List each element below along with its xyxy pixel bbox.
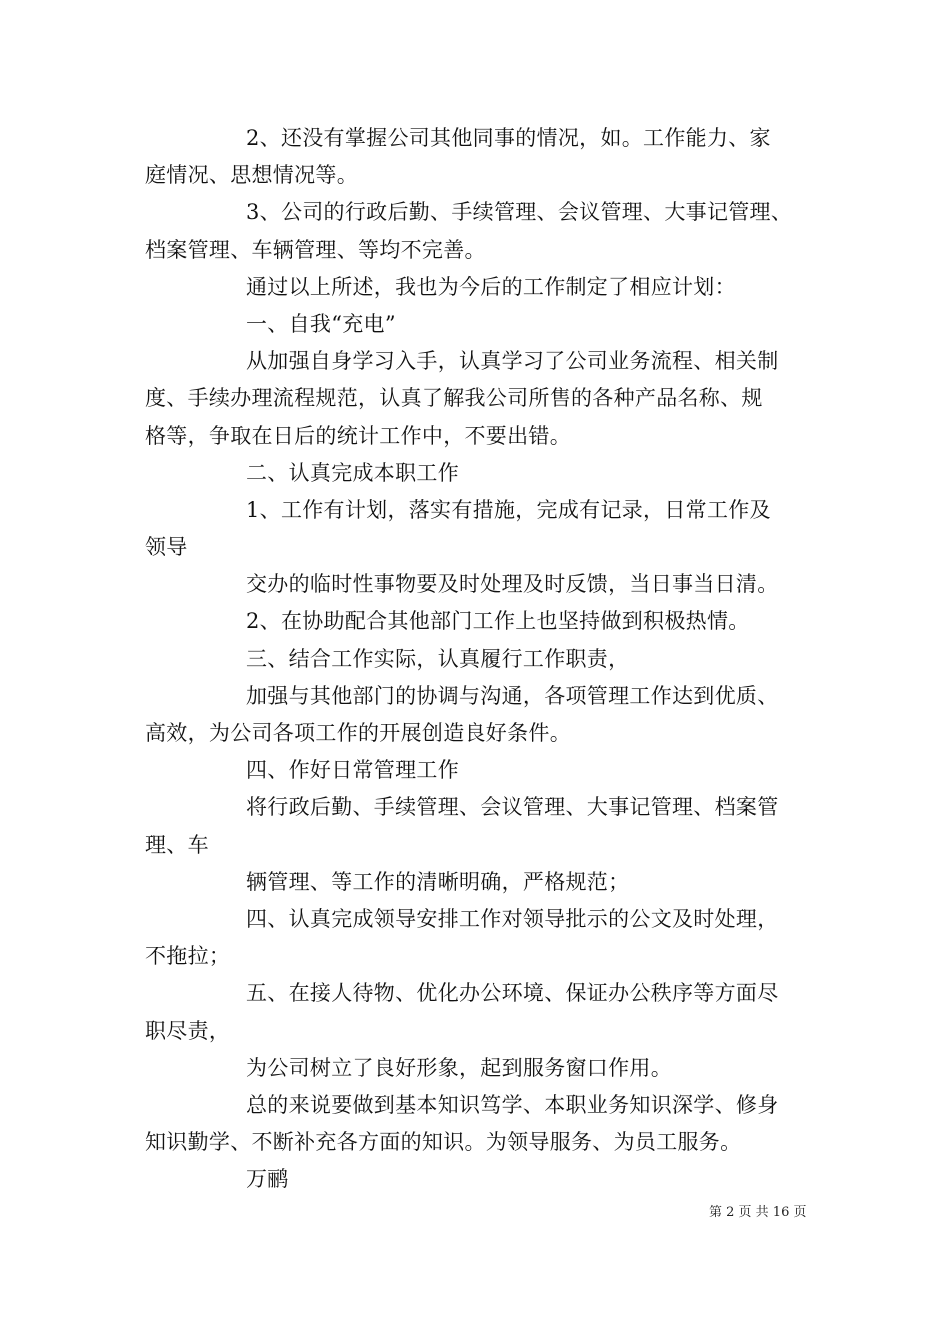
text-line: 总的来说要做到基本知识笃学、本职业务知识深学、修身	[246, 1092, 779, 1117]
page-number-footer: 第 2 页 共 16 页	[709, 1205, 807, 1220]
text-line: 1、工作有计划，落实有措施，完成有记录，日常工作及	[246, 497, 771, 522]
text-line: 不拖拉；	[145, 944, 231, 969]
text-line: 四、认真完成领导安排工作对领导批示的公文及时处理，	[246, 906, 779, 931]
text-line: 交办的临时性事物要及时处理及时反馈，当日事当日清。	[246, 572, 779, 597]
text-line: 万鹂	[246, 1167, 289, 1192]
text-line: 2、还没有掌握公司其他同事的情况，如。工作能力、家	[246, 126, 771, 150]
text-line: 知识勤学、不断补充各方面的知识。为领导服务、为员工服务。	[145, 1130, 742, 1155]
text-line: 从加强自身学习入手，认真学习了公司业务流程、相关制	[246, 349, 779, 374]
text-line: 将行政后勤、手续管理、会议管理、大事记管理、档案管	[246, 795, 779, 820]
text-line: 通过以上所述，我也为今后的工作制定了相应计划：	[246, 274, 736, 299]
text-line: 三、结合工作实际，认真履行工作职责，	[246, 646, 630, 671]
text-line: 领导	[145, 535, 188, 560]
text-line: 理、车	[145, 832, 209, 857]
text-line: 一、自我“充电”	[246, 311, 396, 336]
text-line: 为公司树立了良好形象，起到服务窗口作用。	[246, 1055, 672, 1080]
text-line: 度、手续办理流程规范，认真了解我公司所售的各种产品名称、规	[145, 386, 763, 411]
text-line: 五、在接人待物、优化办公环境、保证办公秩序等方面尽	[246, 981, 779, 1006]
text-line: 档案管理、车辆管理、等均不完善。	[145, 237, 486, 262]
document-body	[145, 120, 825, 1198]
text-line: 二、认真完成本职工作	[246, 460, 459, 485]
text-line: 2、在协助配合其他部门工作上也坚持做到积极热情。	[246, 609, 750, 634]
text-line: 高效，为公司各项工作的开展创造良好条件。	[145, 721, 571, 745]
text-line: 庭情况、思想情况等。	[145, 163, 358, 188]
text-line: 3、公司的行政后勤、手续管理、会议管理、大事记管理、	[246, 200, 793, 225]
text-line: 四、作好日常管理工作	[246, 758, 459, 783]
text-line: 格等，争取在日后的统计工作中，不要出错。	[145, 423, 571, 448]
text-line: 职尽责，	[145, 1018, 231, 1043]
text-line: 辆管理、等工作的清晰明确，严格规范；	[246, 869, 630, 894]
text-line: 加强与其他部门的协调与沟通，各项管理工作达到优质、	[246, 683, 779, 708]
